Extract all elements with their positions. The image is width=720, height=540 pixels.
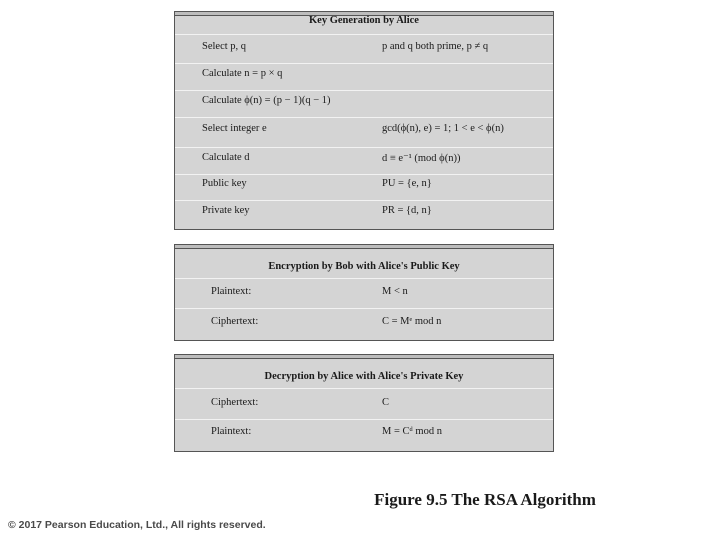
keygen-row-4-right: gcd(ϕ(n), e) = 1; 1 < e < ϕ(n) bbox=[382, 123, 504, 134]
decryption-row-1-right: C bbox=[382, 397, 390, 408]
divider bbox=[175, 278, 553, 279]
decryption-row-2-left: Plaintext: bbox=[211, 426, 252, 437]
figure-title: Figure 9.5 The RSA Algorithm bbox=[374, 490, 596, 509]
encryption-row-1-left: Plaintext: bbox=[211, 286, 252, 297]
divider bbox=[175, 308, 553, 309]
key-generation-title: Key Generation by Alice bbox=[309, 15, 419, 26]
box-top-band bbox=[175, 355, 553, 359]
keygen-row-3-left: Calculate ϕ(n) = (p − 1)(q − 1) bbox=[202, 95, 331, 106]
decryption-box bbox=[174, 354, 554, 452]
decryption-row-1-left: Ciphertext: bbox=[211, 397, 259, 408]
figure-caption bbox=[0, 490, 720, 510]
decryption-row-2-right: M = Cᵈ mod n bbox=[382, 426, 442, 437]
keygen-row-5-left: Calculate d bbox=[202, 152, 250, 163]
encryption-row-2-right: C = Mᵉ mod n bbox=[382, 316, 442, 327]
divider bbox=[175, 34, 553, 35]
encryption-row-2-left: Ciphertext: bbox=[211, 316, 259, 327]
key-generation-box bbox=[174, 11, 554, 230]
box-top-band bbox=[175, 245, 553, 249]
keygen-row-1-left: Select p, q bbox=[202, 41, 247, 52]
divider bbox=[175, 117, 553, 118]
divider bbox=[175, 63, 553, 64]
keygen-row-6-left: Public key bbox=[202, 178, 247, 189]
encryption-title: Encryption by Bob with Alice's Public Key bbox=[268, 261, 460, 272]
divider bbox=[175, 200, 553, 201]
keygen-row-4-left: Select integer e bbox=[202, 123, 267, 134]
divider bbox=[175, 174, 553, 175]
copyright-notice: © 2017 Pearson Education, Ltd., All rights reserved. bbox=[8, 519, 266, 531]
divider bbox=[175, 147, 553, 148]
decryption-title: Decryption by Alice with Alice's Private Key bbox=[264, 371, 464, 382]
keygen-row-7-left: Private key bbox=[202, 205, 250, 216]
divider bbox=[175, 388, 553, 389]
keygen-row-7-right: PR = {d, n} bbox=[382, 205, 432, 216]
keygen-row-5-right: d ≡ e⁻¹ (mod ϕ(n)) bbox=[382, 153, 461, 164]
encryption-row-1-right: M < n bbox=[382, 286, 408, 297]
keygen-row-6-right: PU = {e, n} bbox=[382, 178, 432, 189]
divider bbox=[175, 419, 553, 420]
divider bbox=[175, 90, 553, 91]
encryption-box bbox=[174, 244, 554, 341]
keygen-row-1-right: p and q both prime, p ≠ q bbox=[382, 41, 489, 52]
keygen-row-2-left: Calculate n = p × q bbox=[202, 68, 283, 79]
